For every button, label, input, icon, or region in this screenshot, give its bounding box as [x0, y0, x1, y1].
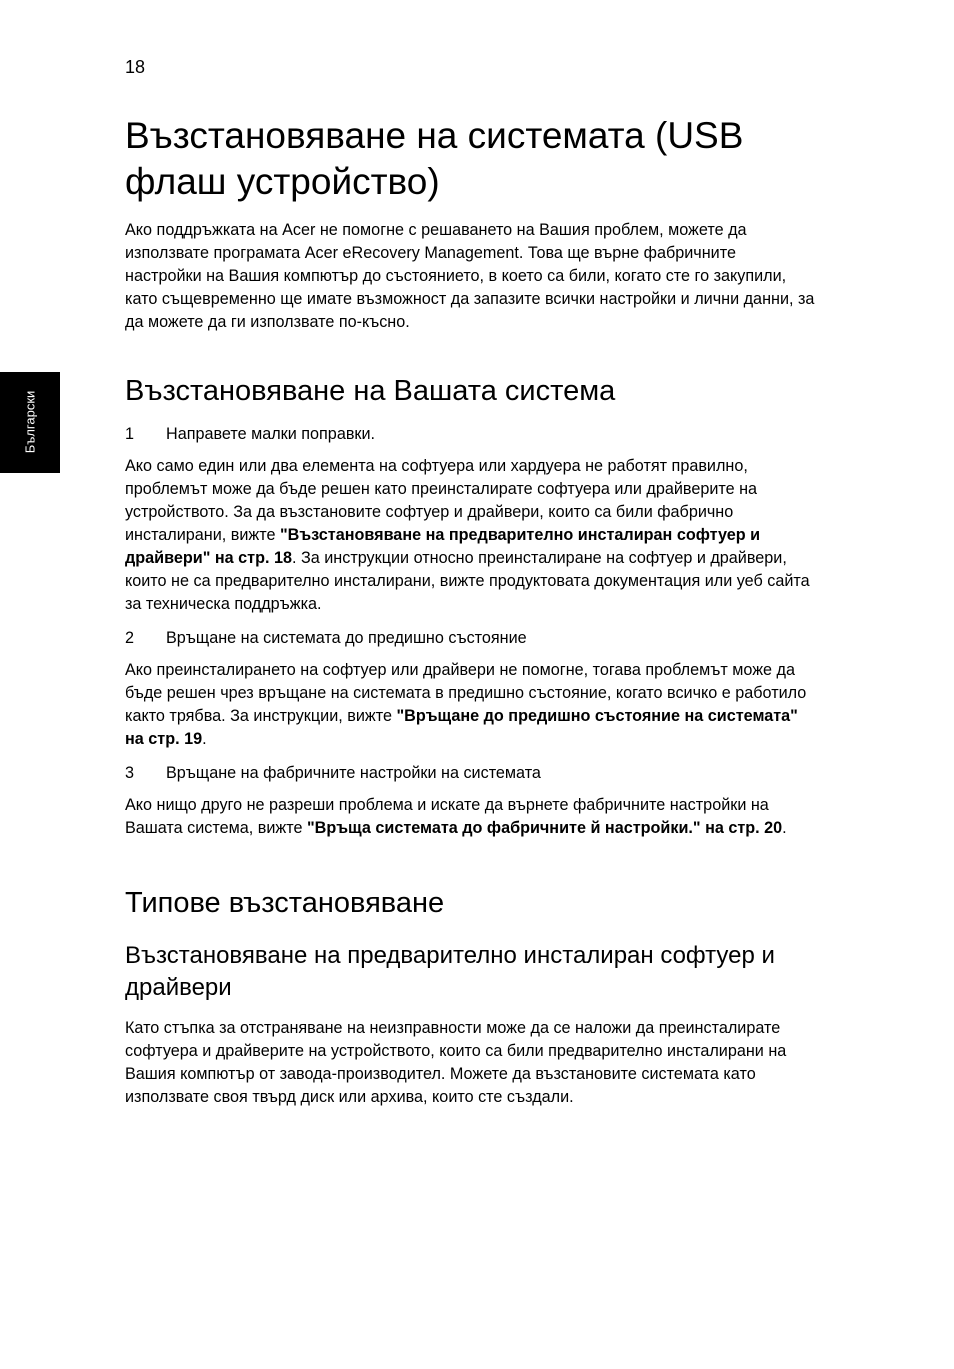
cross-reference-link[interactable]: "Връща системата до фабричните й настройки." на стр. 20	[306, 819, 783, 837]
step-label: Връщане на системата до предишно състояние	[166, 629, 527, 647]
step-text: . За инструкции относно преинсталиране на софтуер и драйвери, които не са предварително инсталирани, вижте продуктовата документация или уеб сайта за техническа поддръжка.	[125, 549, 810, 613]
step-text: .	[202, 730, 207, 748]
step-item	[125, 423, 815, 445]
page-content	[125, 113, 815, 1109]
section-heading-recovery-types: Типове възстановяване	[125, 887, 445, 919]
subsection-heading: Възстановяване на предварително инсталиран софтуер и драйвери	[125, 942, 775, 1001]
subsection-paragraph: Като стъпка за отстраняване на неизправности може да се наложи да преинсталирате софтуера и драйверите на устройството, които са били предварително инсталирани на Вашия компютър от завода-производител. Можете да възстановите системата като използвате своя твърд диск или архива, които сте създали.	[125, 1019, 787, 1106]
cross-reference-link[interactable]: "Връщане до предишно състояние на системата" на стр. 19	[125, 707, 798, 748]
step-text: Ако нищо друго не разреши проблема и искате да върнете фабричните настройки на Вашата система, вижте	[125, 796, 769, 837]
step-label: Направете малки поправки.	[166, 425, 376, 443]
page-title: Възстановяване на системата (USB флаш устройство)	[125, 115, 744, 202]
section-heading-restore: Възстановяване на Вашата система	[125, 375, 616, 407]
step-label: Връщане на фабричните настройки на системата	[166, 764, 541, 782]
step-text: .	[782, 819, 787, 837]
step-number: 1	[125, 425, 135, 443]
step-number: 2	[125, 629, 135, 647]
step-text: Ако само един или два елемента на софтуера или хардуера не работят правилно, проблемът може да бъде решен като преинсталирате софтуера или драйверите на устройството. За да възстановите софтуер и драйвери, които са били фабрично инсталирани, вижте	[125, 457, 758, 544]
step-item	[125, 762, 815, 784]
language-side-tab	[0, 372, 60, 473]
step-number: 3	[125, 764, 135, 782]
step-item	[125, 627, 815, 649]
step-text: Ако преинсталирането на софтуер или драйвери не помогне, тогава проблемът може да бъде решен чрез връщане на системата в предишно състояние, когато всичко е работило както трябва. За инструкции, вижте	[125, 661, 807, 725]
intro-paragraph: Ако поддръжката на Acer не помогне с решаването на Вашия проблем, можете да използвате програмата Acer eRecovery Management. Това ще върне фабричните настройки на Вашия компютър до състоянието, в което са били, когато сте го закупили, като същевременно ще имате възможност да запазите всички настройки и лични данни, за да можете да ги използвате по-късно.	[125, 221, 815, 331]
cross-reference-link[interactable]: "Възстановяване на предварително инсталиран софтуер и драйвери" на стр. 18	[125, 526, 761, 567]
step-paragraph	[125, 455, 815, 616]
step-paragraph	[125, 659, 815, 751]
step-paragraph	[125, 794, 815, 840]
language-side-tab-label: Български	[22, 390, 38, 454]
page-number: 18	[125, 57, 146, 77]
